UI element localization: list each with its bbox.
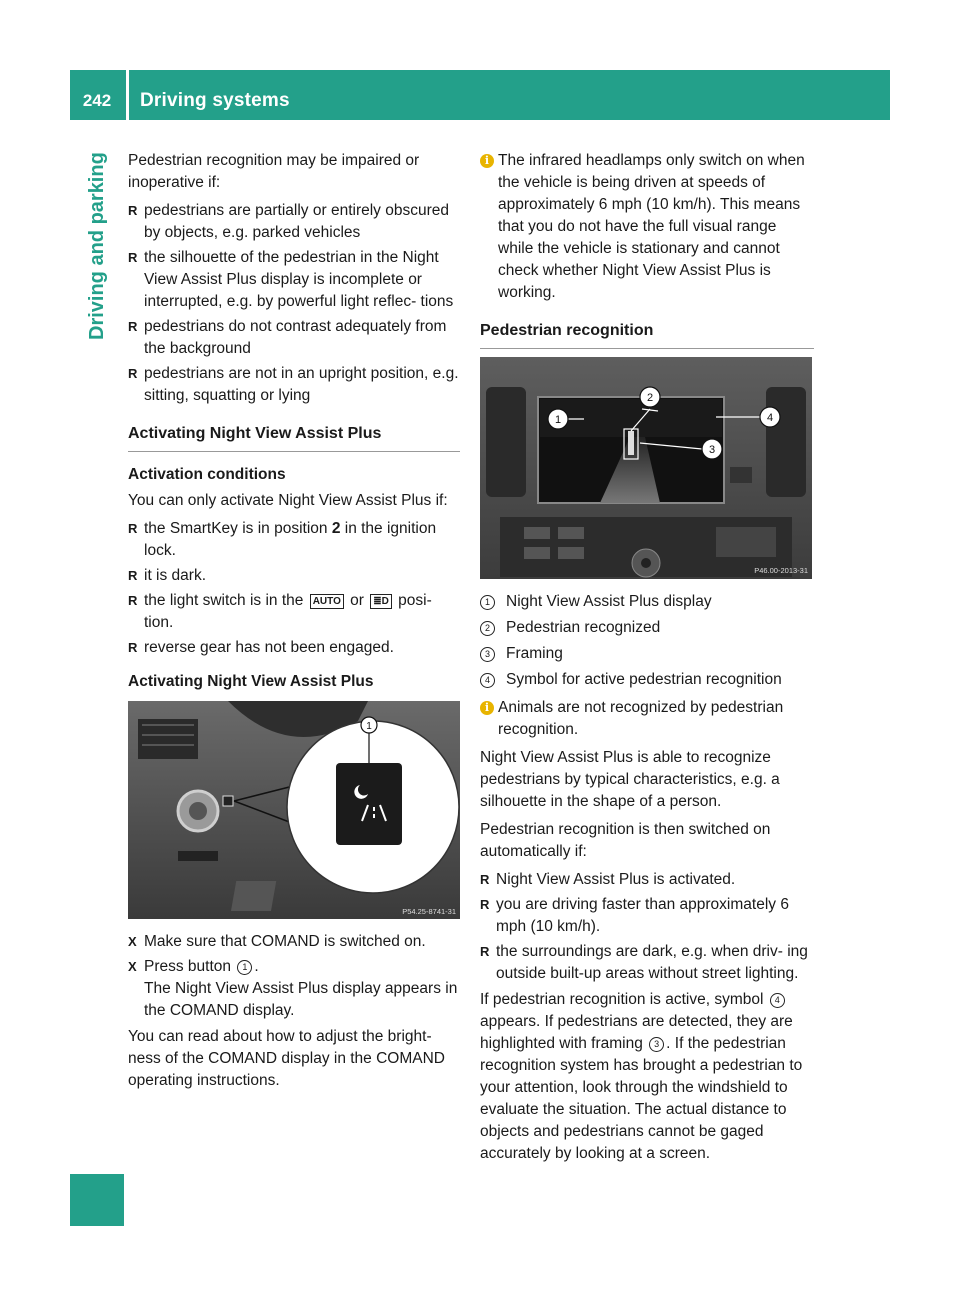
side-tab-label: Driving and parking xyxy=(86,152,108,340)
list-item: R the light switch is in the AUTO or ≣D posi- tion. xyxy=(128,590,460,634)
figure-code: P54.25-8741-31 xyxy=(402,907,456,916)
info-text: The infrared headlamps only switch on when the vehicle is being driven at speeds of approximately 6 mph (10 km/h). This means that you do not have the full visual range while the vehicle is stationary and cannot check whether Night View Assist Plus is working. xyxy=(498,152,805,301)
impaired-intro: Pedestrian recognition may be impaired or inoperative if: xyxy=(128,152,420,191)
low-beam-icon: ≣D xyxy=(370,594,392,609)
callout-1: 1 xyxy=(366,721,372,732)
page-number: 242 xyxy=(82,91,112,110)
figure-legend xyxy=(480,591,814,691)
legend-item: 3 Framing xyxy=(480,643,814,665)
activating-subheading: Activating Night View Assist Plus xyxy=(128,673,374,690)
section-heading-activating: Activating Night View Assist Plus xyxy=(128,423,460,452)
activation-list xyxy=(128,518,460,659)
callout-1: 1 xyxy=(554,414,562,426)
legend-item: 1 Night View Assist Plus display xyxy=(480,591,814,613)
activation-intro: You can only activate Night View Assist Plus if: xyxy=(128,492,448,509)
list-item: R the silhouette of the pedestrian in the Night View Assist Plus display is incomplete or interrupted, e.g. by powerful light reflec- tions xyxy=(128,247,460,313)
list-item: R you are driving faster than approximately 6 mph (10 km/h). xyxy=(480,894,814,938)
impaired-list xyxy=(128,200,460,407)
auto-switch-list xyxy=(480,869,814,985)
comand-display-figure xyxy=(480,357,812,579)
auto-light-icon: AUTO xyxy=(310,594,344,609)
page-title: Driving systems xyxy=(140,90,290,111)
dashboard-button-figure xyxy=(128,701,460,919)
list-item: R Night View Assist Plus is activated. xyxy=(480,869,814,891)
legend-item: 4 Symbol for active pedestrian recognition xyxy=(480,669,814,691)
callout-ref-1: 1 xyxy=(237,960,252,975)
info-text: Animals are not recognized by pedestrian recognition. xyxy=(498,699,784,738)
left-column xyxy=(128,150,460,1098)
right-column xyxy=(480,150,814,1171)
info-note-animals xyxy=(480,697,814,741)
list-item: R it is dark. xyxy=(128,565,460,587)
header-divider xyxy=(126,70,129,120)
callout-ref-3: 3 xyxy=(649,1037,664,1052)
activation-steps xyxy=(128,931,460,1022)
step-item: X Press button 1 . The Night View Assist Plus display appears in the COMAND display. xyxy=(128,956,460,1022)
list-item: R the SmartKey is in position 2 in the ignition lock. xyxy=(128,518,460,562)
auto-switch-intro: Pedestrian recognition is then switched on automatically if: xyxy=(480,821,771,860)
legend-item: 2 Pedestrian recognized xyxy=(480,617,814,639)
side-tab xyxy=(70,152,124,1226)
callout-3: 3 xyxy=(708,444,716,456)
list-item: R reverse gear has not been engaged. xyxy=(128,637,460,659)
callout-4: 4 xyxy=(766,412,774,424)
callout-ref-4: 4 xyxy=(770,993,785,1008)
list-item: R pedestrians are partially or entirely obscured by objects, e.g. parked vehicles xyxy=(128,200,460,244)
brightness-note: You can read about how to adjust the bright- ness of the COMAND display in the COMAND operating instructions. xyxy=(128,1028,445,1089)
step-result: The Night View Assist Plus display appears in the COMAND display. xyxy=(144,980,458,1019)
info-icon: i xyxy=(480,701,494,715)
step-item: X Make sure that COMAND is switched on. xyxy=(128,931,460,953)
key-position: 2 xyxy=(331,520,341,537)
active-recognition-paragraph: If pedestrian recognition is active, symbol 4 appears. If pedestrians are detected, they are highlighted with framing 3 . If the pedestrian recognition system has brought a pedestrian to your attention, look through the windshield to evaluate the situation. The actual distance to objects and pedestrians cannot be gaged accurately by looking at a screen. xyxy=(480,991,803,1162)
info-icon: i xyxy=(480,154,494,168)
list-item: R pedestrians are not in an upright position, e.g. sitting, squatting or lying xyxy=(128,363,460,407)
figure-code: P46.00-2013-31 xyxy=(754,566,808,575)
list-item: R pedestrians do not contrast adequately from the background xyxy=(128,316,460,360)
section-heading-pedestrian: Pedestrian recognition xyxy=(480,320,814,349)
callout-2: 2 xyxy=(646,392,654,404)
list-item: R the surroundings are dark, e.g. when driv- ing outside built-up areas without street lighting. xyxy=(480,941,814,985)
info-note-headlamps xyxy=(480,150,814,304)
side-marker-block xyxy=(70,1174,124,1226)
activation-conditions-heading: Activation conditions xyxy=(128,466,286,483)
recognition-paragraph: Night View Assist Plus is able to recognize pedestrians by typical characteristics, e.g. a silhouette in the shape of a person. xyxy=(480,749,780,810)
